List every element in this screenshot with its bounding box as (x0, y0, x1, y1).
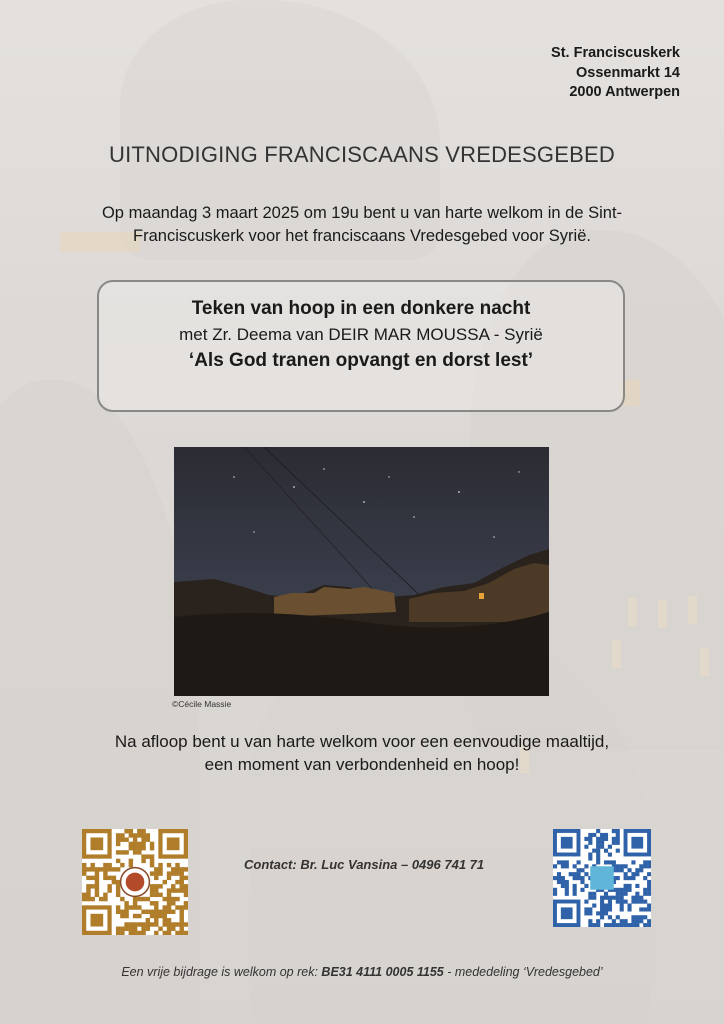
intro-line-2: Franciscuskerk voor het franciscaans Vredesgebed voor Syrië. (133, 227, 591, 245)
highlight-box (97, 280, 625, 412)
intro-text (40, 202, 684, 248)
page-title: UITNODIGING FRANCISCAANS VREDESGEBED (109, 142, 615, 167)
footer-prefix: Een vrije bijdrage is welkom op rek: (121, 965, 322, 979)
address-line-name: St. Franciscuskerk (551, 45, 680, 61)
photo-credit: ©Cécile Massie (172, 699, 232, 709)
closing-line-1: Na afloop bent u van harte welkom voor een eenvoudige maaltijd, (114, 732, 610, 751)
intro-line-1: Op maandag 3 maart 2025 om 19u bent u van harte welkom in de Sint- (101, 204, 623, 222)
highlight-quote: ‘Als God tranen opvangt en dorst lest’ (188, 350, 534, 371)
monastery-night-photo (174, 447, 549, 696)
donation-footer (0, 965, 724, 979)
qr-code-right[interactable] (553, 829, 651, 927)
address-line-street: Ossenmarkt 14 (576, 64, 680, 81)
address-line-city: 2000 Antwerpen (569, 84, 680, 100)
closing-line-2: een moment van verbondenheid en hoop! (204, 755, 520, 774)
footer-suffix: - mededeling ‘Vredesgebed’ (443, 965, 603, 979)
contact-info: Contact: Br. Luc Vansina – 0496 741 71 (244, 857, 485, 872)
qr-code-left[interactable] (82, 829, 188, 935)
highlight-subtitle: met Zr. Deema van DEIR MAR MOUSSA - Syrië (179, 325, 543, 344)
highlight-title: Teken van hoop in een donkere nacht (191, 298, 531, 319)
bank-account-number: BE31 4111 0005 1155 (321, 965, 444, 979)
closing-text (40, 730, 684, 776)
church-address (551, 44, 680, 103)
